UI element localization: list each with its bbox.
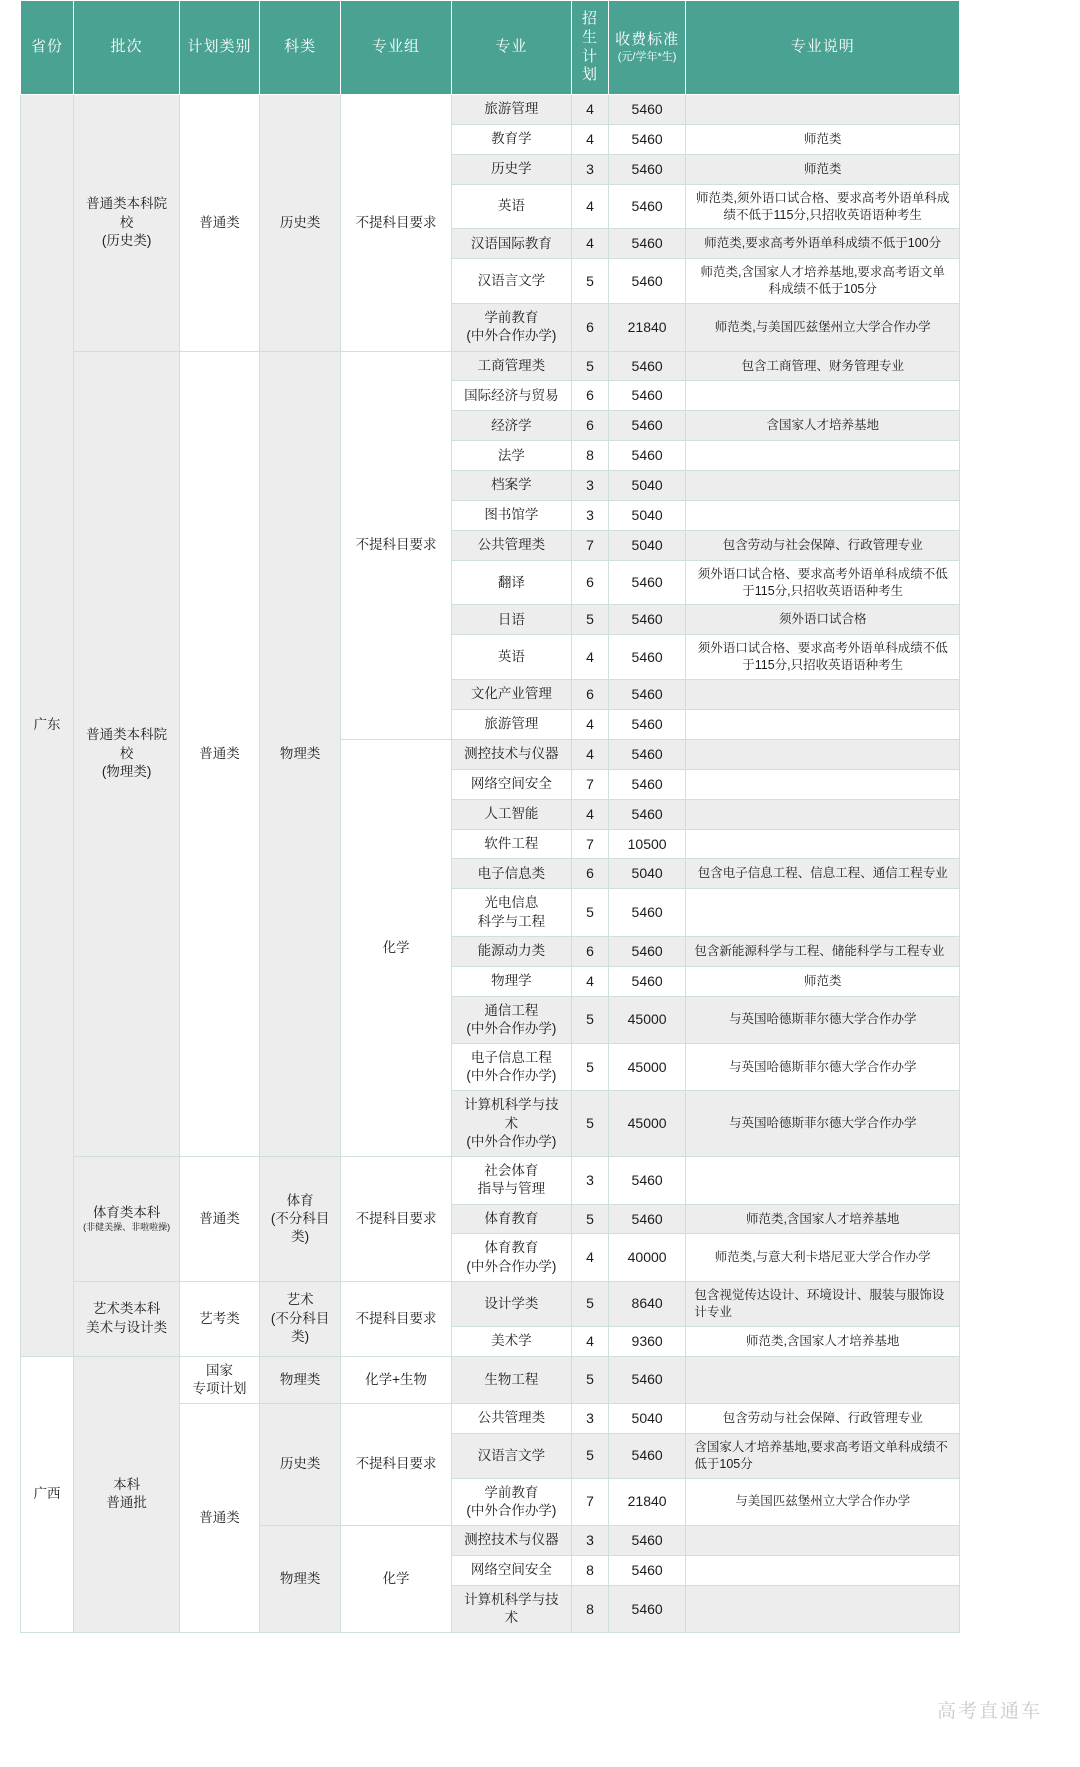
col-header-major-group: 专业组	[341, 1, 451, 95]
cell-note: 须外语口试合格	[686, 605, 960, 635]
cell-note: 包含视觉传达设计、环境设计、服装与服饰设计专业	[686, 1281, 960, 1326]
admission-plan-table	[20, 0, 960, 1633]
cell-quota: 8	[572, 1585, 609, 1632]
cell-subject-type: 物理类	[259, 1526, 341, 1633]
cell-note	[686, 1555, 960, 1585]
cell-fee: 40000	[608, 1234, 686, 1281]
cell-major: 公共管理类	[451, 530, 571, 560]
cell-fee: 21840	[608, 1478, 686, 1525]
cell-note: 包含劳动与社会保障、行政管理专业	[686, 530, 960, 560]
cell-batch	[74, 95, 180, 352]
cell-fee: 5460	[608, 635, 686, 680]
cell-note: 与英国哈德斯菲尔德大学合作办学	[686, 996, 960, 1043]
cell-quota: 4	[572, 1234, 609, 1281]
cell-major: 汉语国际教育	[451, 229, 571, 259]
watermark: 高考直通车	[936, 1701, 1042, 1722]
cell-fee: 5460	[608, 1204, 686, 1234]
cell-major: 旅游管理	[451, 95, 571, 125]
cell-major: 图书馆学	[451, 500, 571, 530]
cell-major-group: 化学	[341, 739, 451, 1156]
cell-subject-type: 历史类	[259, 1403, 341, 1525]
cell-note: 与英国哈德斯菲尔德大学合作办学	[686, 1044, 960, 1091]
cell-note: 与美国匹兹堡州立大学合作办学	[686, 1478, 960, 1525]
cell-note: 师范类	[686, 966, 960, 996]
cell-major-group: 不提科目要求	[341, 1157, 451, 1282]
cell-fee: 5460	[608, 95, 686, 125]
cell-plan-type: 普通类	[180, 95, 260, 352]
cell-major: 经济学	[451, 411, 571, 441]
cell-quota: 7	[572, 1478, 609, 1525]
cell-note	[686, 710, 960, 740]
col-header-plan-type: 计划类别	[180, 1, 260, 95]
cell-quota: 5	[572, 996, 609, 1043]
cell-fee: 5460	[608, 229, 686, 259]
cell-fee: 5460	[608, 680, 686, 710]
cell-note: 师范类,要求高考外语单科成绩不低于100分	[686, 229, 960, 259]
cell-batch-line1: 艺术类本科	[92, 1301, 161, 1317]
cell-quota: 5	[572, 1204, 609, 1234]
cell-major-line1: 电子信息工程	[470, 1050, 552, 1066]
cell-major-group: 不提科目要求	[341, 1281, 451, 1356]
cell-subject-type: 物理类	[259, 351, 341, 1157]
cell-note: 须外语口试合格、要求高考外语单科成绩不低于115分,只招收英语语种考生	[686, 560, 960, 605]
cell-major: 设计学类	[451, 1281, 571, 1326]
cell-note: 须外语口试合格、要求高考外语单科成绩不低于115分,只招收英语语种考生	[686, 635, 960, 680]
cell-fee: 5460	[608, 1555, 686, 1585]
cell-note	[686, 799, 960, 829]
cell-quota: 6	[572, 560, 609, 605]
cell-fee: 21840	[608, 304, 686, 351]
cell-batch-line1: 本科	[113, 1477, 141, 1493]
cell-fee: 5040	[608, 530, 686, 560]
cell-fee: 5460	[608, 381, 686, 411]
cell-fee: 9360	[608, 1326, 686, 1356]
cell-fee: 8640	[608, 1281, 686, 1326]
cell-note	[686, 95, 960, 125]
cell-major: 网络空间安全	[451, 769, 571, 799]
cell-quota: 4	[572, 124, 609, 154]
cell-quota: 4	[572, 799, 609, 829]
cell-major: 档案学	[451, 471, 571, 501]
cell-note: 含国家人才培养基地	[686, 411, 960, 441]
cell-major: 物理学	[451, 966, 571, 996]
cell-batch-line1: 普通类本科院校	[86, 727, 168, 761]
cell-fee: 5460	[608, 1433, 686, 1478]
cell-note	[686, 441, 960, 471]
cell-quota: 4	[572, 635, 609, 680]
cell-note	[686, 1585, 960, 1632]
cell-quota: 3	[572, 471, 609, 501]
cell-batch	[74, 1356, 180, 1633]
cell-quota: 5	[572, 889, 609, 936]
cell-fee: 5460	[608, 710, 686, 740]
cell-fee: 5460	[608, 560, 686, 605]
cell-batch	[74, 1281, 180, 1356]
cell-quota: 6	[572, 936, 609, 966]
col-header-major: 专业	[451, 1, 571, 95]
cell-major	[451, 996, 571, 1043]
cell-major: 软件工程	[451, 829, 571, 859]
cell-batch-line2: (物理类)	[101, 763, 152, 779]
cell-quota: 4	[572, 966, 609, 996]
cell-major-line2: (中外合作办学)	[466, 328, 557, 344]
cell-fee: 5460	[608, 1526, 686, 1556]
cell-major-line1: 社会体育	[484, 1163, 539, 1179]
cell-fee: 5460	[608, 154, 686, 184]
cell-major	[451, 1044, 571, 1091]
cell-note: 包含电子信息工程、信息工程、通信工程专业	[686, 859, 960, 889]
cell-fee: 5460	[608, 124, 686, 154]
cell-major: 计算机科学与技术	[451, 1585, 571, 1632]
cell-major: 公共管理类	[451, 1403, 571, 1433]
cell-major-line1: 通信工程	[484, 1002, 539, 1018]
table-row	[21, 1281, 960, 1326]
cell-major: 测控技术与仪器	[451, 1526, 571, 1556]
col-header-quota: 招生计划	[572, 1, 609, 95]
col-header-note: 专业说明	[686, 1, 960, 95]
cell-batch-line2: 美术与设计类	[86, 1319, 168, 1335]
cell-major: 法学	[451, 441, 571, 471]
cell-quota: 3	[572, 154, 609, 184]
cell-major: 能源动力类	[451, 936, 571, 966]
cell-note: 包含新能源科学与工程、储能科学与工程专业	[686, 936, 960, 966]
cell-fee: 5040	[608, 471, 686, 501]
cell-major	[451, 1157, 571, 1204]
cell-plan-type	[180, 1356, 260, 1403]
cell-major-line2: (中外合作办学)	[466, 1258, 557, 1274]
table-row	[21, 95, 960, 125]
cell-fee: 10500	[608, 829, 686, 859]
cell-quota: 3	[572, 1526, 609, 1556]
cell-fee: 5460	[608, 351, 686, 381]
cell-batch-line2: (非健美操、非啦啦操)	[83, 1222, 171, 1233]
col-header-province: 省份	[21, 1, 74, 95]
cell-major-group: 化学	[341, 1526, 451, 1633]
cell-major: 工商管理类	[451, 351, 571, 381]
cell-subject-line1: 体育	[286, 1192, 314, 1208]
cell-fee: 5460	[608, 739, 686, 769]
cell-quota: 5	[572, 259, 609, 304]
cell-major: 旅游管理	[451, 710, 571, 740]
cell-plan-type: 普通类	[180, 1403, 260, 1632]
cell-quota: 7	[572, 829, 609, 859]
table-row	[21, 1157, 960, 1204]
cell-subject-type	[259, 1157, 341, 1282]
cell-note	[686, 680, 960, 710]
cell-fee: 5460	[608, 441, 686, 471]
col-header-fee-label: 收费标准	[615, 30, 680, 48]
cell-quota: 4	[572, 1326, 609, 1356]
cell-quota: 5	[572, 1433, 609, 1478]
cell-fee: 5040	[608, 859, 686, 889]
cell-note	[686, 739, 960, 769]
cell-major-line2: (中外合作办学)	[466, 1133, 557, 1149]
cell-major: 英语	[451, 635, 571, 680]
cell-note: 包含劳动与社会保障、行政管理专业	[686, 1403, 960, 1433]
cell-major: 体育教育	[451, 1204, 571, 1234]
col-header-batch: 批次	[74, 1, 180, 95]
cell-fee: 5460	[608, 1356, 686, 1403]
cell-fee: 5460	[608, 966, 686, 996]
cell-fee: 5460	[608, 769, 686, 799]
cell-quota: 5	[572, 1356, 609, 1403]
cell-major-line2: 指导与管理	[477, 1181, 546, 1197]
cell-major: 汉语言文学	[451, 259, 571, 304]
cell-major: 国际经济与贸易	[451, 381, 571, 411]
cell-quota: 5	[572, 1281, 609, 1326]
cell-subject-line1: 艺术	[286, 1292, 314, 1308]
col-header-fee	[608, 1, 686, 95]
cell-major-line2: (中外合作办学)	[466, 1502, 557, 1518]
cell-batch	[74, 1157, 180, 1282]
cell-quota: 3	[572, 500, 609, 530]
cell-quota: 5	[572, 1091, 609, 1157]
cell-major	[451, 889, 571, 936]
cell-major: 教育学	[451, 124, 571, 154]
cell-batch-line1: 体育类本科	[92, 1205, 161, 1221]
cell-fee: 5460	[608, 889, 686, 936]
cell-major-group: 不提科目要求	[341, 351, 451, 739]
cell-major: 网络空间安全	[451, 1555, 571, 1585]
cell-batch-line2: (历史类)	[101, 232, 152, 248]
cell-quota: 3	[572, 1403, 609, 1433]
cell-fee: 5460	[608, 259, 686, 304]
cell-plan-line1: 国家	[206, 1362, 233, 1378]
col-header-subject-type: 科类	[259, 1, 341, 95]
cell-batch	[74, 351, 180, 1157]
cell-major	[451, 1234, 571, 1281]
cell-major	[451, 1091, 571, 1157]
cell-major: 翻译	[451, 560, 571, 605]
cell-note: 与英国哈德斯菲尔德大学合作办学	[686, 1091, 960, 1157]
cell-fee: 45000	[608, 1044, 686, 1091]
cell-major: 人工智能	[451, 799, 571, 829]
cell-quota: 7	[572, 530, 609, 560]
cell-note	[686, 1526, 960, 1556]
cell-major-line1: 学前教育	[484, 310, 539, 326]
cell-major: 美术学	[451, 1326, 571, 1356]
cell-major: 历史学	[451, 154, 571, 184]
cell-quota: 8	[572, 1555, 609, 1585]
cell-subject-type: 物理类	[259, 1356, 341, 1403]
cell-quota: 8	[572, 441, 609, 471]
cell-note	[686, 1157, 960, 1204]
cell-major: 英语	[451, 184, 571, 229]
cell-major: 日语	[451, 605, 571, 635]
cell-note: 师范类	[686, 124, 960, 154]
cell-quota: 5	[572, 605, 609, 635]
cell-batch-line2: 普通批	[106, 1495, 147, 1511]
cell-major: 生物工程	[451, 1356, 571, 1403]
cell-fee: 45000	[608, 996, 686, 1043]
cell-note	[686, 1356, 960, 1403]
cell-major: 汉语言文学	[451, 1433, 571, 1478]
cell-major-line2: (中外合作办学)	[466, 1068, 557, 1084]
cell-note: 含国家人才培养基地,要求高考语文单科成绩不低于105分	[686, 1433, 960, 1478]
cell-quota: 6	[572, 411, 609, 441]
table-row	[21, 351, 960, 381]
cell-batch-line1: 普通类本科院校	[86, 196, 168, 230]
cell-plan-line2: 专项计划	[192, 1380, 247, 1396]
cell-plan-type: 艺考类	[180, 1281, 260, 1356]
cell-subject-line2: (不分科目类)	[270, 1210, 330, 1245]
cell-note	[686, 829, 960, 859]
cell-quota: 5	[572, 351, 609, 381]
cell-major-group: 不提科目要求	[341, 95, 451, 352]
cell-note: 师范类,与美国匹兹堡州立大学合作办学	[686, 304, 960, 351]
cell-fee: 5460	[608, 936, 686, 966]
cell-fee: 5460	[608, 605, 686, 635]
cell-major: 电子信息类	[451, 859, 571, 889]
cell-quota: 4	[572, 710, 609, 740]
cell-fee: 5040	[608, 500, 686, 530]
cell-fee: 5460	[608, 1157, 686, 1204]
cell-major: 测控技术与仪器	[451, 739, 571, 769]
cell-fee: 5460	[608, 411, 686, 441]
cell-note: 师范类	[686, 154, 960, 184]
cell-quota: 7	[572, 769, 609, 799]
cell-quota: 6	[572, 304, 609, 351]
cell-fee: 5460	[608, 799, 686, 829]
cell-major: 文化产业管理	[451, 680, 571, 710]
cell-note: 包含工商管理、财务管理专业	[686, 351, 960, 381]
cell-major-line1: 计算机科学与技术	[464, 1097, 559, 1131]
cell-quota: 4	[572, 739, 609, 769]
cell-major-line1: 学前教育	[484, 1484, 539, 1500]
cell-subject-line2: (不分科目类)	[270, 1310, 330, 1344]
cell-quota: 5	[572, 1044, 609, 1091]
cell-major	[451, 1478, 571, 1525]
cell-major-line2: 科学与工程	[477, 913, 546, 929]
cell-province: 广东	[21, 95, 74, 1357]
cell-subject-type	[259, 1281, 341, 1356]
cell-quota: 6	[572, 381, 609, 411]
cell-fee: 45000	[608, 1091, 686, 1157]
cell-fee: 5460	[608, 1585, 686, 1632]
cell-quota: 4	[572, 229, 609, 259]
cell-subject-type: 历史类	[259, 95, 341, 352]
cell-fee: 5040	[608, 1403, 686, 1433]
cell-quota: 3	[572, 1157, 609, 1204]
table-header-row	[21, 1, 960, 95]
cell-plan-type: 普通类	[180, 1157, 260, 1282]
cell-note: 师范类,含国家人才培养基地	[686, 1326, 960, 1356]
cell-major-group: 不提科目要求	[341, 1403, 451, 1525]
cell-major	[451, 304, 571, 351]
cell-note	[686, 500, 960, 530]
cell-note	[686, 769, 960, 799]
cell-note: 师范类,须外语口试合格、要求高考外语单科成绩不低于115分,只招收英语语种考生	[686, 184, 960, 229]
cell-note	[686, 471, 960, 501]
cell-major-line2: (中外合作办学)	[466, 1020, 557, 1036]
cell-note	[686, 889, 960, 936]
cell-quota: 4	[572, 184, 609, 229]
cell-province: 广西	[21, 1356, 74, 1633]
table-row	[21, 1356, 960, 1403]
cell-quota: 4	[572, 95, 609, 125]
cell-major-line1: 光电信息	[484, 895, 539, 911]
cell-quota: 6	[572, 859, 609, 889]
cell-quota: 6	[572, 680, 609, 710]
cell-note	[686, 381, 960, 411]
col-header-fee-unit: (元/学年*生)	[617, 50, 677, 63]
cell-note: 师范类,含国家人才培养基地	[686, 1204, 960, 1234]
cell-note: 师范类,与意大利卡塔尼亚大学合作办学	[686, 1234, 960, 1281]
cell-note: 师范类,含国家人才培养基地,要求高考语文单科成绩不低于105分	[686, 259, 960, 304]
cell-major-group: 化学+生物	[341, 1356, 451, 1403]
cell-fee: 5460	[608, 184, 686, 229]
cell-major-line1: 体育教育	[484, 1240, 539, 1256]
cell-plan-type: 普通类	[180, 351, 260, 1157]
